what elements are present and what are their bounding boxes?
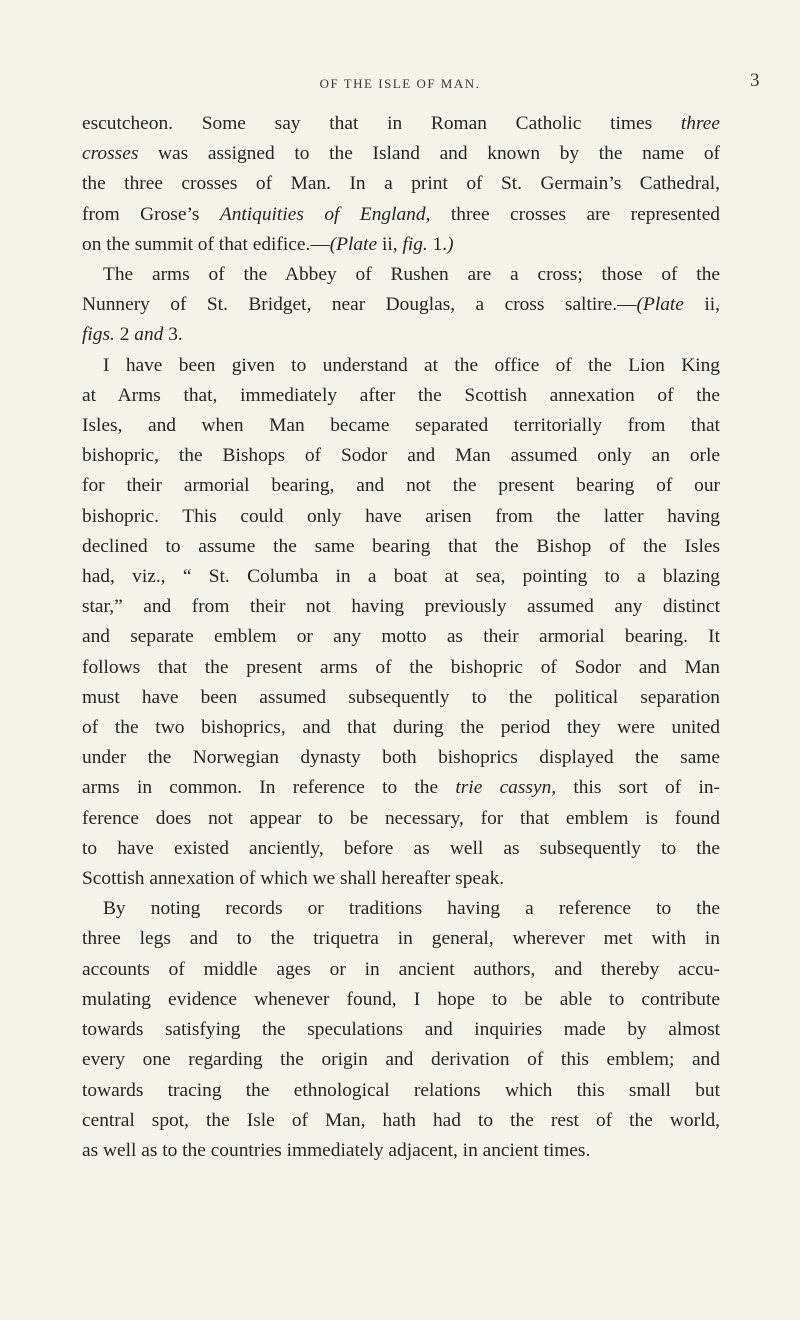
text-line (82, 622, 720, 652)
text-line (82, 924, 720, 954)
text-segment: had, viz., “ St. Columba in a boat at sea, pointing to a blazing (82, 566, 720, 588)
running-head: OF THE ISLE OF MAN. (319, 76, 481, 91)
text-line (82, 502, 720, 532)
text-segment: was assigned to the Island and known by the name of (138, 143, 720, 165)
text-segment: three crosses are represented (430, 203, 720, 225)
paragraph (82, 109, 720, 260)
text-segment: declined to assume the same bearing that the Bishop of the Isles (82, 535, 720, 557)
text-segment: under the Norwegian dynasty both bishoprics displayed the same (82, 747, 720, 769)
text-segment: The arms of the Abbey of Rushen are a cross; those of the (103, 264, 720, 286)
text-segment: bishopric, the Bishops of Sodor and Man assumed only an orle (82, 445, 720, 467)
text-segment: as well as to the countries immediately adjacent, in ancient times. (82, 1139, 591, 1161)
text-segment: every one regarding the origin and derivation of this emblem; and (82, 1049, 720, 1071)
text-line (82, 834, 720, 864)
text-line (82, 441, 720, 471)
text-line (82, 562, 720, 592)
text-segment: 1. (427, 233, 448, 255)
text-line (82, 773, 720, 803)
italic-text: crosses (82, 143, 139, 165)
text-segment: Scottish annexation of which we shall hereafter speak. (82, 868, 505, 890)
text-segment: and separate emblem or any motto as their armorial bearing. It (82, 626, 720, 648)
text-segment: ference does not appear to be necessary, for that emblem is found (82, 807, 720, 829)
text-segment: on the summit of that edifice.— (82, 233, 330, 255)
text-line (82, 713, 720, 743)
text-segment: follows that the present arms of the bishopric of Sodor and Man (82, 656, 720, 678)
text-line (82, 955, 720, 985)
italic-text: figs. (82, 324, 115, 346)
text-line (82, 139, 720, 169)
text-line (82, 230, 720, 260)
italic-text: Antiquities of England, (219, 203, 431, 225)
text-line (82, 1136, 720, 1166)
italic-text: three (680, 113, 720, 134)
text-segment: to have existed anciently, before as well as subsequently to the (82, 837, 720, 859)
text-segment: central spot, the Isle of Man, hath had to the rest of the world, (82, 1109, 720, 1131)
page-number: 3 (750, 70, 760, 91)
text-line (82, 351, 720, 381)
text-line (82, 290, 720, 320)
body-text (82, 109, 720, 1166)
italic-text: and (134, 324, 164, 346)
italic-text: trie cassyn, (455, 777, 557, 799)
text-segment: ii, (377, 233, 403, 255)
text-segment: mulating evidence whenever found, I hope to be able to contribute (82, 988, 720, 1010)
italic-text: (Plate (329, 233, 378, 255)
text-segment: By noting records or traditions having a reference to the (103, 898, 720, 920)
paragraph (82, 351, 720, 895)
text-line (82, 1076, 720, 1106)
text-line (82, 471, 720, 501)
text-line (82, 260, 720, 290)
text-line (82, 1106, 720, 1136)
text-line (82, 411, 720, 441)
text-segment: I have been given to understand at the office of the Lion King (103, 354, 720, 376)
text-segment: 3. (163, 324, 183, 346)
text-segment: three legs and to the triquetra in general, wherever met with in (82, 928, 720, 950)
text-line (82, 320, 720, 350)
text-segment: towards tracing the ethnological relations which this small but (82, 1079, 720, 1101)
text-segment: from Grose’s (82, 203, 220, 225)
text-line (82, 592, 720, 622)
italic-text: ) (447, 233, 454, 255)
text-line (82, 804, 720, 834)
italic-text: (Plate (636, 294, 684, 316)
text-line (82, 1045, 720, 1075)
italic-text: fig. (402, 233, 428, 255)
text-segment: star,” and from their not having previously assumed any distinct (82, 596, 720, 618)
text-segment: at Arms that, immediately after the Scottish annexation of the (82, 384, 720, 406)
text-line (82, 653, 720, 683)
text-segment: ii, (683, 294, 720, 316)
paragraph (82, 894, 720, 1166)
text-line (82, 1015, 720, 1045)
text-segment: this sort of in- (556, 777, 720, 799)
text-segment: accounts of middle ages or in ancient authors, and thereby accu- (82, 958, 720, 980)
text-segment: Nunnery of St. Bridget, near Douglas, a cross saltire.— (82, 294, 637, 316)
text-segment: of the two bishoprics, and that during the period they were united (82, 717, 720, 739)
text-line (82, 743, 720, 773)
text-segment: Isles, and when Man became separated territorially from that (82, 415, 720, 437)
text-line (82, 200, 720, 230)
text-segment: arms in common. In reference to the (82, 777, 456, 799)
text-line (82, 985, 720, 1015)
text-segment: the three crosses of Man. In a print of St. Germain’s Cathedral, (82, 173, 720, 195)
text-line (82, 864, 720, 894)
text-segment: towards satisfying the speculations and inquiries made by almost (82, 1019, 720, 1041)
text-segment: must have been assumed subsequently to the political separation (82, 686, 720, 708)
text-line (82, 683, 720, 713)
text-segment: bishopric. This could only have arisen from the latter having (82, 505, 720, 527)
text-line (82, 532, 720, 562)
text-segment: for their armorial bearing, and not the present bearing of our (82, 475, 720, 497)
text-line (82, 381, 720, 411)
text-segment: 2 (114, 324, 135, 346)
text-line (82, 169, 720, 199)
text-line (82, 894, 720, 924)
text-line (82, 109, 720, 139)
paragraph (82, 260, 720, 351)
text-segment: escutcheon. Some say that in Roman Catholic times (82, 113, 681, 134)
